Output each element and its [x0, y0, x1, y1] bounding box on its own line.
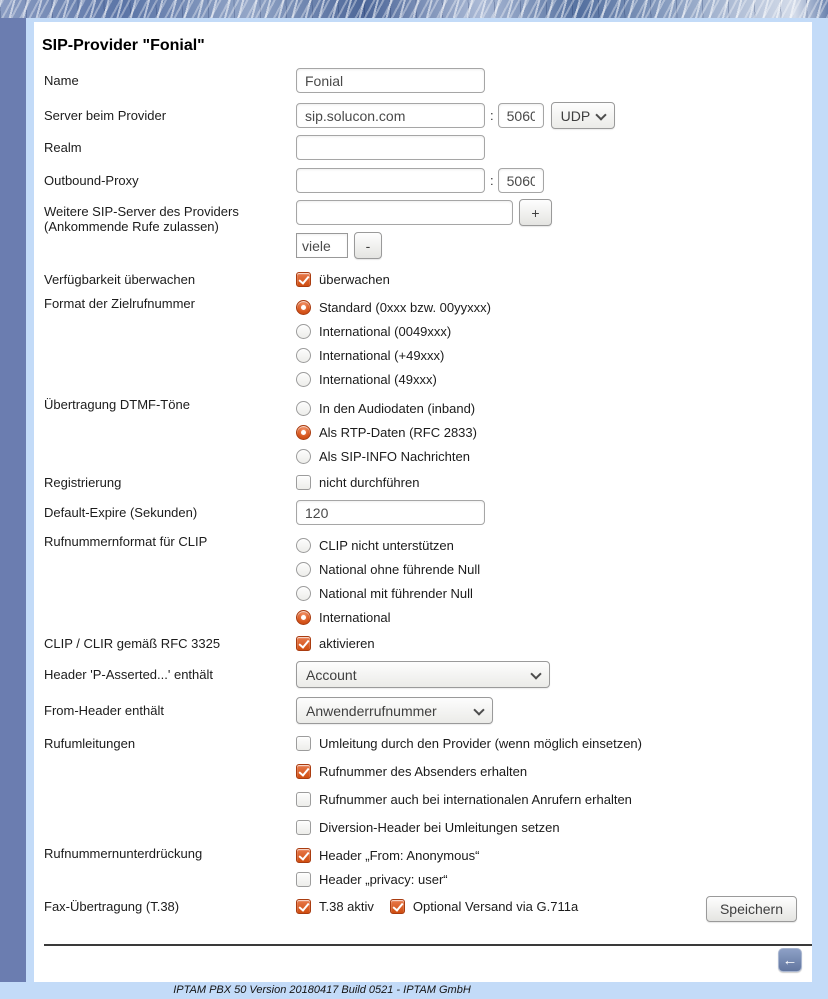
row-registration — [44, 470, 802, 494]
forwarding-option-provider[interactable] — [296, 729, 642, 757]
server-label: Server beim Provider — [44, 108, 167, 123]
radio-international-49[interactable] — [296, 372, 311, 387]
row-fax-transmission — [44, 894, 802, 918]
dtmf-option-inband[interactable] — [296, 396, 477, 420]
chevron-down-icon — [596, 109, 607, 120]
suppression-option-privacy-user[interactable] — [296, 867, 479, 891]
registration-checkbox-label: nicht durchführen — [319, 474, 420, 490]
dtmf-option-sipinfo[interactable] — [296, 444, 477, 468]
radio-label: International (0049xxx) — [319, 323, 452, 339]
additional-server-list-input[interactable] — [296, 233, 348, 258]
row-default-expire — [44, 500, 802, 525]
radio-dtmf-inband[interactable] — [296, 401, 311, 416]
radio-clip-national-no-zero[interactable] — [296, 562, 311, 577]
monitor-availability-checkbox[interactable] — [296, 272, 311, 287]
radio-label: National mit führender Null — [319, 585, 473, 601]
p-asserted-label: Header 'P-Asserted...' enthält — [44, 667, 213, 682]
clip-format-option-national-zero[interactable] — [296, 581, 480, 605]
clip-format-option-national-no-zero[interactable] — [296, 557, 480, 581]
destination-format-option-standard[interactable] — [296, 295, 491, 319]
from-header-value: Anwenderrufnummer — [306, 702, 437, 719]
radio-label: National ohne führende Null — [319, 561, 481, 577]
outbound-proxy-label: Outbound-Proxy — [44, 173, 139, 188]
monitor-availability-checkbox-label: überwachen — [319, 271, 390, 287]
destination-format-option-international-plus49[interactable] — [296, 343, 491, 367]
radio-label: Als RTP-Daten (RFC 2833) — [319, 424, 477, 440]
server-protocol-select[interactable] — [551, 102, 616, 129]
row-realm — [44, 135, 802, 160]
suppression-option-from-anonymous[interactable] — [296, 843, 479, 867]
page-title: SIP-Provider "Fonial" — [42, 37, 205, 54]
clip-clir-checkbox[interactable] — [296, 636, 311, 651]
row-server — [44, 102, 802, 129]
checkbox-label: Umleitung durch den Provider (wenn möglich einsetzen) — [319, 735, 642, 751]
forwarding-provider-checkbox[interactable] — [296, 736, 311, 751]
row-p-asserted — [44, 661, 802, 688]
row-additional-servers — [44, 199, 802, 259]
radio-clip-none[interactable] — [296, 538, 311, 553]
call-forwarding-label: Rufumleitungen — [44, 736, 136, 751]
from-header-label: From-Header enthält — [44, 703, 164, 718]
radio-dtmf-sipinfo[interactable] — [296, 449, 311, 464]
radio-clip-national-zero[interactable] — [296, 586, 311, 601]
row-dtmf-transmission — [44, 396, 802, 468]
forwarding-keep-international-checkbox[interactable] — [296, 792, 311, 807]
checkbox-label: Rufnummer des Absenders erhalten — [319, 763, 528, 779]
radio-label: CLIP nicht unterstützen — [319, 537, 454, 553]
row-number-suppression — [44, 843, 802, 891]
additional-servers-label — [44, 204, 296, 234]
checkbox-label: Optional Versand via G.711a — [412, 898, 579, 914]
p-asserted-select[interactable] — [296, 661, 550, 688]
forwarding-option-keep-international[interactable] — [296, 785, 642, 813]
checkbox-label: T.38 aktiv — [319, 898, 374, 914]
checkbox-label: Rufnummer auch bei internationalen Anrufern erhalten — [319, 791, 632, 807]
p-asserted-value: Account — [306, 666, 357, 683]
checkbox-label: Header „From: Anonymous“ — [319, 847, 480, 863]
forwarding-keep-caller-id-checkbox[interactable] — [296, 764, 311, 779]
row-outbound-proxy — [44, 168, 802, 193]
dtmf-option-rtp[interactable] — [296, 420, 477, 444]
remove-server-button[interactable]: - — [354, 232, 382, 259]
server-port-separator: : — [490, 108, 494, 123]
clip-clir-checkbox-label: aktivieren — [319, 635, 375, 651]
fax-g711a-checkbox[interactable] — [390, 899, 405, 914]
radio-dtmf-rtp[interactable] — [296, 425, 311, 440]
clip-format-option-none[interactable] — [296, 533, 480, 557]
row-clip-format — [44, 533, 802, 629]
server-host-input[interactable] — [296, 103, 485, 128]
radio-international-plus49[interactable] — [296, 348, 311, 363]
radio-label: In den Audiodaten (inband) — [319, 400, 476, 416]
dtmf-transmission-label: Übertragung DTMF-Töne — [44, 397, 190, 412]
additional-servers-label-line1: Weitere SIP-Server des Providers — [44, 204, 239, 219]
outbound-port-separator: : — [490, 173, 494, 188]
server-protocol-value: UDP — [560, 107, 591, 124]
forwarding-diversion-header-checkbox[interactable] — [296, 820, 311, 835]
radio-label: International (49xxx) — [319, 371, 437, 387]
add-server-button[interactable]: + — [519, 199, 552, 226]
row-call-forwarding — [44, 729, 802, 841]
radio-international-0049[interactable] — [296, 324, 311, 339]
from-header-select[interactable] — [296, 697, 493, 724]
row-name — [44, 68, 802, 93]
destination-format-label: Format der Zielrufnummer — [44, 296, 195, 311]
row-monitor-availability — [44, 267, 802, 291]
outbound-port-input[interactable] — [498, 168, 544, 193]
clip-format-option-international[interactable] — [296, 605, 480, 629]
name-input[interactable] — [296, 68, 485, 93]
fax-t38-checkbox[interactable] — [296, 899, 311, 914]
clip-clir-label: CLIP / CLIR gemäß RFC 3325 — [44, 635, 221, 651]
radio-label: Standard (0xxx bzw. 00yyxxx) — [319, 299, 491, 315]
name-label: Name — [44, 73, 79, 88]
registration-checkbox[interactable] — [296, 475, 311, 490]
destination-format-option-international-0049[interactable] — [296, 319, 491, 343]
radio-standard[interactable] — [296, 300, 311, 315]
suppression-from-anonymous-checkbox[interactable] — [296, 848, 311, 863]
clip-format-label: Rufnummernformat für CLIP — [44, 534, 208, 549]
chevron-down-icon — [473, 704, 484, 715]
save-button[interactable]: Speichern — [706, 896, 797, 922]
radio-clip-international[interactable] — [296, 610, 311, 625]
default-expire-input[interactable] — [296, 500, 485, 525]
row-clip-clir — [44, 631, 802, 655]
left-sidebar-strip — [0, 18, 26, 982]
outbound-proxy-input[interactable] — [296, 168, 485, 193]
forwarding-option-diversion-header[interactable] — [296, 813, 642, 841]
sip-provider-form-panel — [34, 22, 812, 982]
radio-label: International — [319, 609, 391, 625]
realm-input[interactable] — [296, 135, 485, 160]
additional-servers-label-line2: (Ankommende Rufe zulassen) — [44, 219, 219, 234]
row-destination-format — [44, 295, 802, 391]
header-banner-image — [0, 0, 828, 18]
number-suppression-label: Rufnummernunterdrückung — [44, 846, 203, 861]
additional-server-input[interactable] — [296, 200, 513, 225]
default-expire-label: Default-Expire (Sekunden) — [44, 505, 198, 520]
chevron-down-icon — [530, 668, 541, 679]
monitor-availability-label: Verfügbarkeit überwachen — [44, 271, 196, 287]
fax-transmission-label: Fax-Übertragung (T.38) — [44, 898, 180, 914]
destination-format-option-international-49[interactable] — [296, 367, 491, 391]
back-arrow-icon: ← — [782, 951, 798, 969]
checkbox-label: Diversion-Header bei Umleitungen setzen — [319, 819, 560, 835]
radio-label: Als SIP-INFO Nachrichten — [319, 448, 470, 464]
radio-label: International (+49xxx) — [319, 347, 445, 363]
realm-label: Realm — [44, 140, 82, 155]
registration-label: Registrierung — [44, 474, 122, 490]
back-button[interactable] — [778, 948, 802, 972]
checkbox-label: Header „privacy: user“ — [319, 871, 448, 887]
row-from-header — [44, 697, 802, 724]
forwarding-option-keep-caller-id[interactable] — [296, 757, 642, 785]
footer-version-text: IPTAM PBX 50 Version 20180417 Build 0521 - IPTAM GmbH — [173, 984, 471, 996]
suppression-privacy-user-checkbox[interactable] — [296, 872, 311, 887]
server-port-input[interactable] — [498, 103, 544, 128]
bottom-divider — [44, 944, 812, 946]
